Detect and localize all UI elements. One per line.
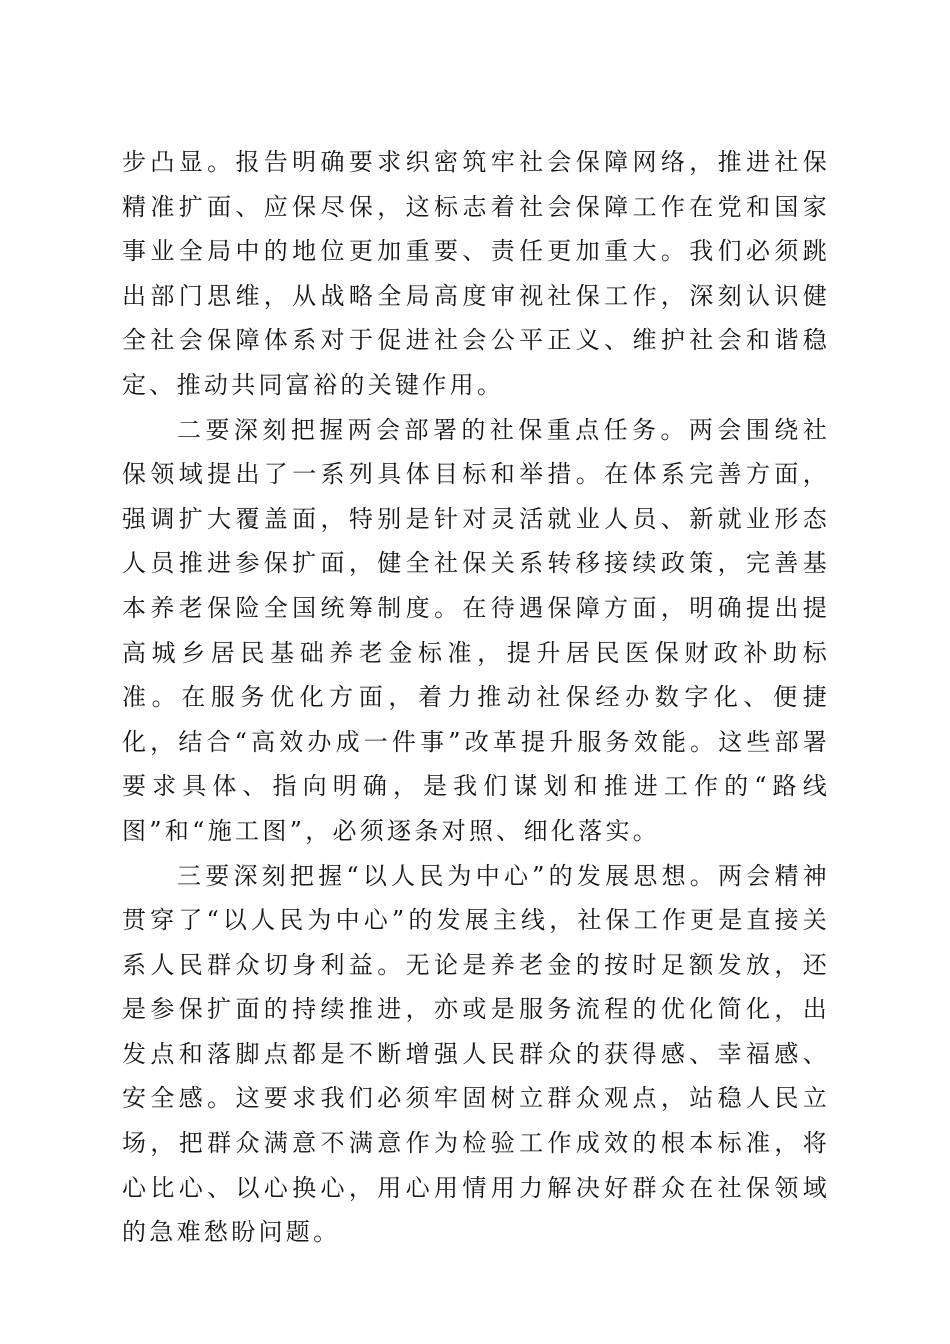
paragraph-task-priorities: 二要深刻把握两会部署的社保重点任务。两会围绕社保领域提出了一系列具体目标和举措。在体系完善方面，强调扩大覆盖面，特别是针对灵活就业人员、新就业形态人员推进参保扩面，健全社保关系转移接续政策，完善基本养老保险全国统筹制度。在待遇保障方面，明确提出提高城乡居民基础养老金标准，提升居民医保财政补助标准。在服务优化方面，着力推动社保经办数字化、便捷化，结合“高效办成一件事”改革提升服务效能。这些部署要求具体、指向明确，是我们谋划和推进工作的“路线图”和“施工图”，必须逐条对照、细化落实。	[122, 415, 830, 845]
paragraph-continuation: 步凸显。报告明确要求织密筑牢社会保障网络，推进社保精准扩面、应保尽保，这标志着社会保障工作在党和国家事业全局中的地位更加重要、责任更加重大。我们必须跳出部门思维，从战略全局高度审视社保工作，深刻认识健全社会保障体系对于促进社会公平正义、维护社会和谐稳定、推动共同富裕的关键作用。	[122, 148, 830, 399]
paragraph-people-centered: 三要深刻把握“以人民为中心”的发展思想。两会精神贯穿了“以人民为中心”的发展主线，社保工作更是直接关系人民群众切身利益。无论是养老金的按时足额发放，还是参保扩面的持续推进，亦或是服务流程的优化简化，出发点和落脚点都是不断增强人民群众的获得感、幸福感、安全感。这要求我们必须牢固树立群众观点，站稳人民立场，把群众满意不满意作为检验工作成效的根本标准，将心比心、以心换心，用心用情用力解决好群众在社保领域的急难愁盼问题。	[122, 861, 830, 1247]
document-body	[122, 140, 830, 1255]
